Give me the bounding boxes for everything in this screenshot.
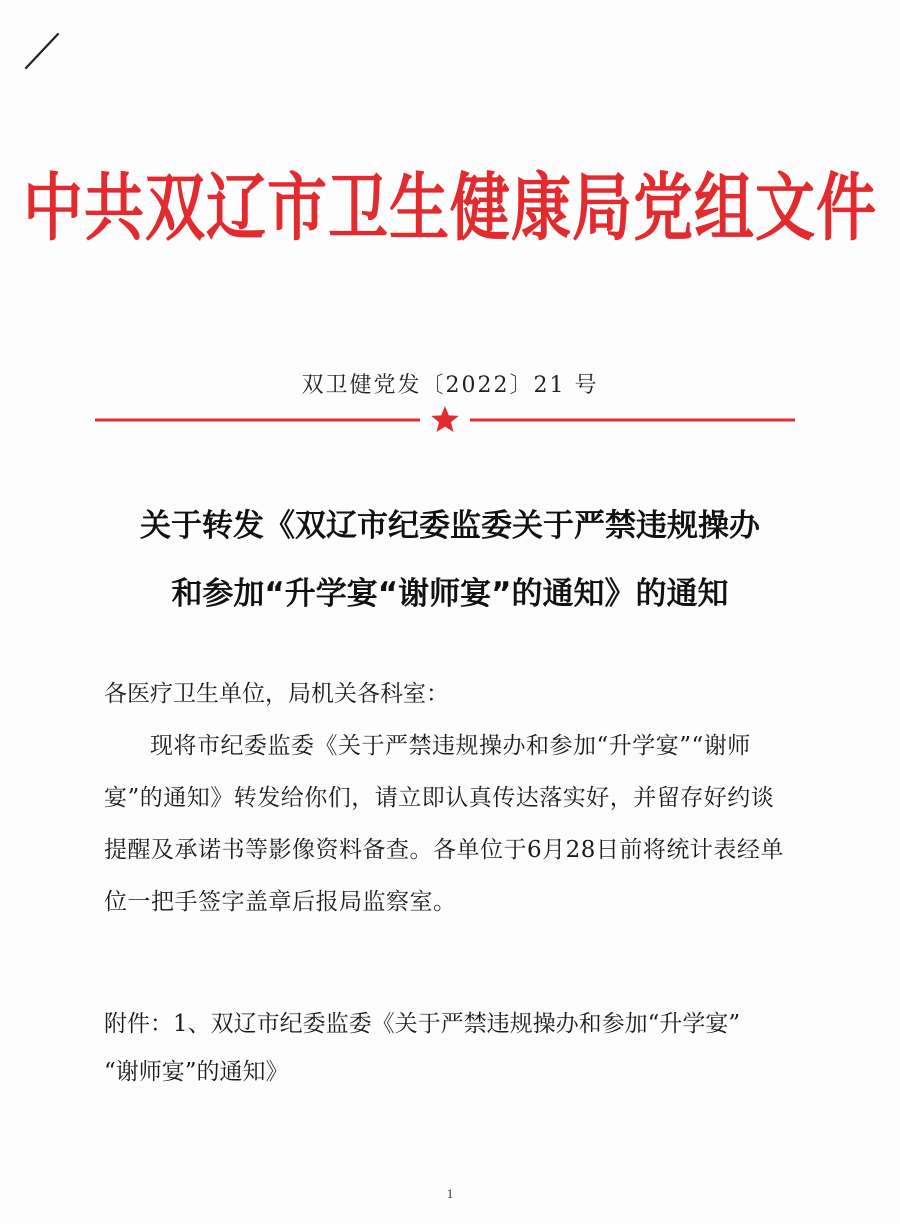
addressee: 各医疗卫生单位，局机关各科室： [104,681,449,707]
body-paragraph: 现将市纪委监委《关于严禁违规操办和参加“升学宴”“谢师宴”的通知》转发给你们，请立即认真传达落实好，并留存好约谈提醒及承诺书等影像资料备查。各单位于6月28日前将统计表经单位一把手签字盖章后报局监察室。 [104,733,784,915]
document-number: 双卫健党发〔2022〕21 号 [301,373,599,398]
title-line-1: 关于转发《双辽市纪委监委关于严禁违规操办 [140,508,760,544]
attachment-note [104,1000,804,1096]
page-number: 1 [446,1186,454,1201]
red-divider [95,404,795,434]
document-title [60,492,840,628]
pen-mark-icon [22,30,62,72]
title-line-2: 和参加“升学宴“谢师宴”的通知》的通知 [171,576,729,612]
attachment-line-1: 附件：1、双辽市纪委监委《关于严禁违规操办和参加“升学宴” [104,1011,741,1037]
attachment-line-2: “谢师宴”的通知》 [104,1059,289,1085]
document-body [104,668,794,928]
letterhead-title: 中共双辽市卫生健康局党组文件 [23,165,877,252]
red-star-icon [431,406,459,432]
